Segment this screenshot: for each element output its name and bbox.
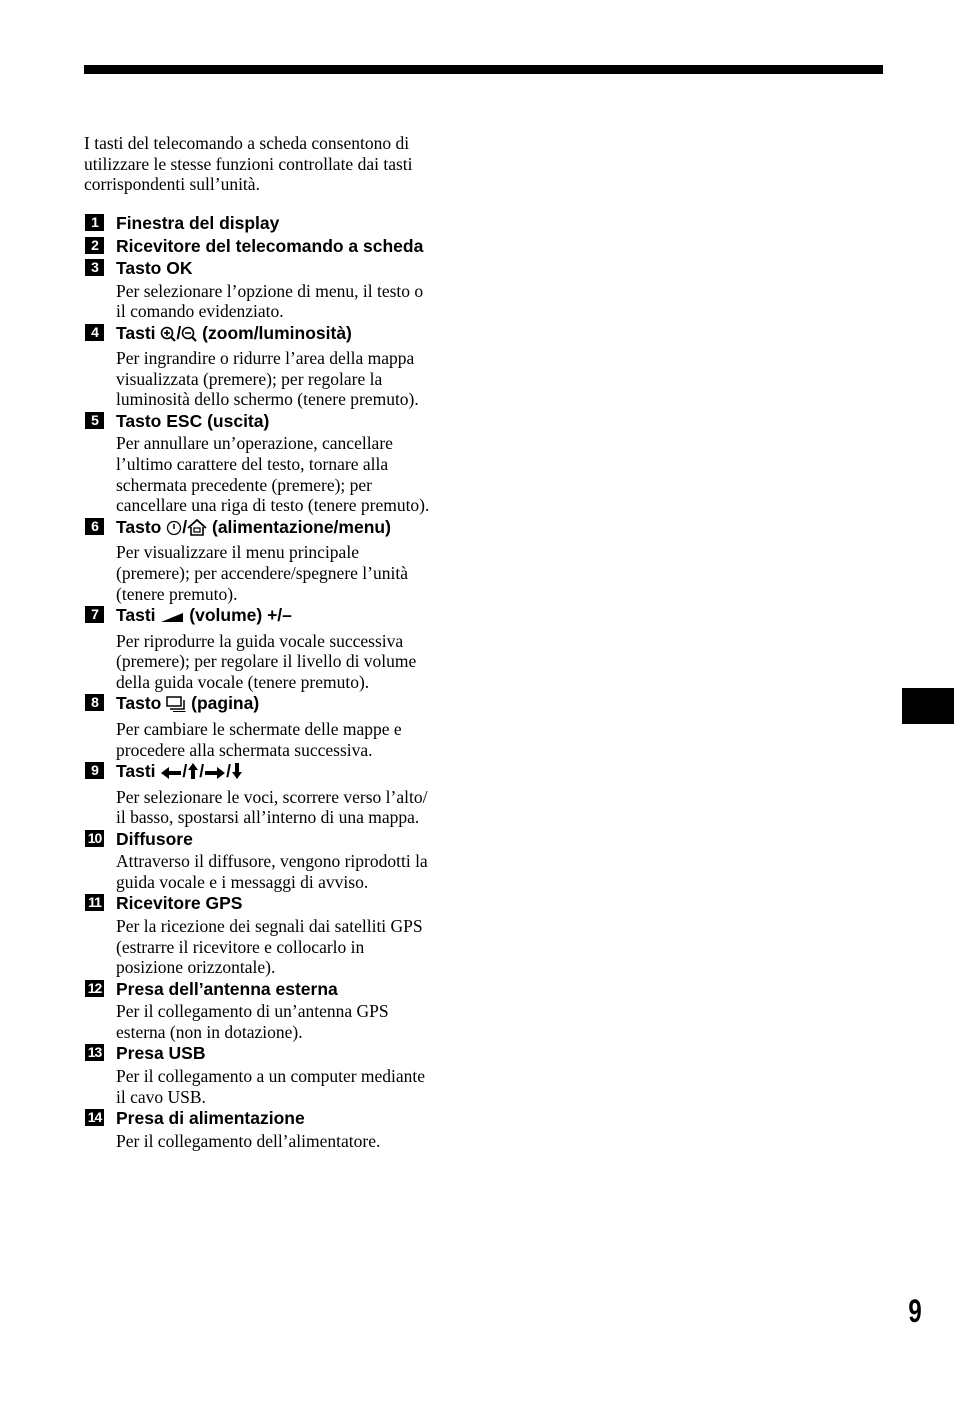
- item-description: [84, 719, 484, 760]
- description-line: Per riprodurre la guida vocale successiva: [116, 630, 404, 651]
- item-title-prefix: Tasti: [116, 605, 156, 626]
- intro-line: utilizzare le stesse funzioni controllate dai tasti: [84, 153, 413, 174]
- item-title: Tasto ESC (uscita): [116, 410, 270, 431]
- description-line: Per annullare un’operazione, cancellare: [116, 433, 393, 454]
- description-line: il cavo USB.: [116, 1086, 206, 1107]
- item-title: Tasto / (alimentazione/menu): [84, 516, 484, 542]
- section-thumb-tab: [902, 688, 954, 724]
- list-item: [84, 516, 484, 604]
- item-description: [84, 542, 484, 604]
- item-title-suffix: (volume) +/–: [189, 605, 292, 626]
- list-item: [84, 410, 484, 516]
- zoom-out-icon: [181, 325, 197, 348]
- description-line: della guida vocale (tenere premuto).: [116, 671, 370, 692]
- item-number-badge: 6: [85, 518, 104, 535]
- arrow-right-icon: [204, 763, 226, 786]
- list-item: [84, 692, 484, 760]
- arrow-down-icon: [231, 762, 243, 786]
- description-line: guida vocale e i messaggi di avviso.: [116, 871, 369, 892]
- intro-line: corrispondenti sull’unità.: [84, 174, 260, 195]
- list-item: [84, 1042, 484, 1107]
- item-title-prefix: Tasto: [116, 516, 162, 537]
- item-description: [84, 787, 484, 828]
- list-item: [84, 257, 484, 322]
- description-line: Per selezionare l’opzione di menu, il testo o: [116, 280, 424, 301]
- item-title: Tasto OK: [116, 258, 193, 278]
- description-line: l’ultimo carattere del testo, tornare alla: [116, 454, 389, 475]
- list-item: [84, 212, 484, 235]
- top-rule: [84, 65, 883, 74]
- description-line: Per cambiare le schermate delle mappe e: [116, 718, 402, 739]
- list-item: [84, 1107, 484, 1151]
- item-description: [84, 631, 484, 693]
- zoom-in-icon: [160, 325, 176, 348]
- arrow-left-icon: [160, 763, 182, 786]
- item-description: [84, 916, 484, 978]
- item-title-suffix: (alimentazione/menu): [212, 516, 391, 537]
- page-icon: [166, 695, 186, 718]
- list-item: [84, 760, 484, 828]
- list-item: [84, 892, 484, 977]
- description-line: posizione orizzontale).: [116, 957, 276, 978]
- items-list: [84, 212, 484, 1151]
- description-line: cancellare una riga di testo (tenere premuto).: [116, 495, 430, 516]
- item-title: Presa dell’antenna esterna: [116, 978, 338, 999]
- page-number: 9: [908, 1293, 922, 1329]
- item-number-badge: 13: [85, 1044, 104, 1061]
- item-number-badge: 10: [85, 830, 104, 847]
- item-title-suffix: (zoom/luminosità): [202, 322, 352, 343]
- item-title: Tasti / / /: [84, 760, 484, 786]
- item-description: [84, 281, 484, 322]
- list-item: [84, 322, 484, 410]
- description-line: (estrarre il ricevitore e collocarlo in: [116, 936, 365, 957]
- item-description: [84, 1001, 484, 1042]
- item-description: [84, 433, 484, 515]
- item-title: Diffusore: [116, 828, 193, 849]
- description-line: Per il collegamento dell’alimentatore.: [116, 1130, 381, 1151]
- list-item: [84, 235, 484, 258]
- description-line: luminosità dello schermo (tenere premuto).: [116, 389, 419, 410]
- item-description: [84, 348, 484, 410]
- list-item: [84, 828, 484, 893]
- item-number-badge: 11: [85, 894, 104, 911]
- description-line: procedere alla schermata successiva.: [116, 739, 373, 760]
- item-title-prefix: Tasti: [116, 322, 156, 343]
- item-number-badge: 3: [85, 259, 104, 276]
- item-number-badge: 7: [85, 606, 104, 623]
- item-title: Presa USB: [116, 1043, 206, 1064]
- volume-icon: [160, 607, 184, 630]
- list-item: [84, 978, 484, 1043]
- description-line: Per il collegamento a un computer mediante: [116, 1065, 426, 1086]
- item-title-suffix: (pagina): [191, 693, 260, 714]
- item-number-badge: 12: [85, 980, 104, 997]
- description-line: (tenere premuto).: [116, 583, 238, 604]
- item-number-badge: 8: [85, 694, 104, 711]
- description-line: Per visualizzare il menu principale: [116, 542, 359, 563]
- item-number-badge: 2: [85, 237, 104, 254]
- description-line: Per il collegamento di un’antenna GPS: [116, 1001, 389, 1022]
- item-title-prefix: Tasti: [116, 761, 156, 782]
- power-icon: [166, 519, 182, 542]
- description-line: (premere); per regolare il livello di volume: [116, 651, 417, 672]
- item-description: [84, 851, 484, 892]
- item-title: [84, 604, 484, 630]
- description-line: Per la ricezione dei segnali dai satelliti GPS: [116, 915, 423, 936]
- description-line: visualizzata (premere); per regolare la: [116, 368, 383, 389]
- item-number-badge: 4: [85, 324, 104, 341]
- item-number-badge: 14: [85, 1109, 104, 1126]
- description-line: schermata precedente (premere); per: [116, 474, 373, 495]
- item-description: [84, 1131, 484, 1152]
- description-line: (premere); per accendere/spegnere l’unità: [116, 562, 408, 583]
- item-description: [84, 1066, 484, 1107]
- item-title: Tasti / (zoom/luminosità): [84, 322, 484, 348]
- item-title-prefix: Tasto: [116, 693, 162, 714]
- item-title: Finestra del display: [116, 213, 280, 233]
- intro-paragraph: [84, 133, 474, 195]
- item-title: Ricevitore del telecomando a scheda: [116, 235, 424, 256]
- item-number-badge: 5: [85, 412, 104, 429]
- description-line: il basso, spostarsi all’interno di una mappa.: [116, 807, 420, 828]
- home-menu-icon: [187, 519, 207, 542]
- description-line: Per selezionare le voci, scorrere verso l’alto/: [116, 786, 428, 807]
- item-title: Presa di alimentazione: [116, 1108, 305, 1129]
- intro-line: I tasti del telecomando a scheda consentono di: [84, 133, 410, 153]
- item-title: [84, 692, 484, 718]
- item-title: Ricevitore GPS: [116, 893, 243, 914]
- description-line: Per ingrandire o ridurre l’area della mappa: [116, 348, 415, 369]
- arrow-up-icon: [187, 762, 199, 786]
- list-item: [84, 604, 484, 692]
- item-number-badge: 1: [85, 214, 104, 231]
- description-line: Attraverso il diffusore, vengono riprodotti la: [116, 851, 428, 872]
- description-line: esterna (non in dotazione).: [116, 1021, 303, 1042]
- description-line: il comando evidenziato.: [116, 301, 284, 322]
- item-number-badge: 9: [85, 762, 104, 779]
